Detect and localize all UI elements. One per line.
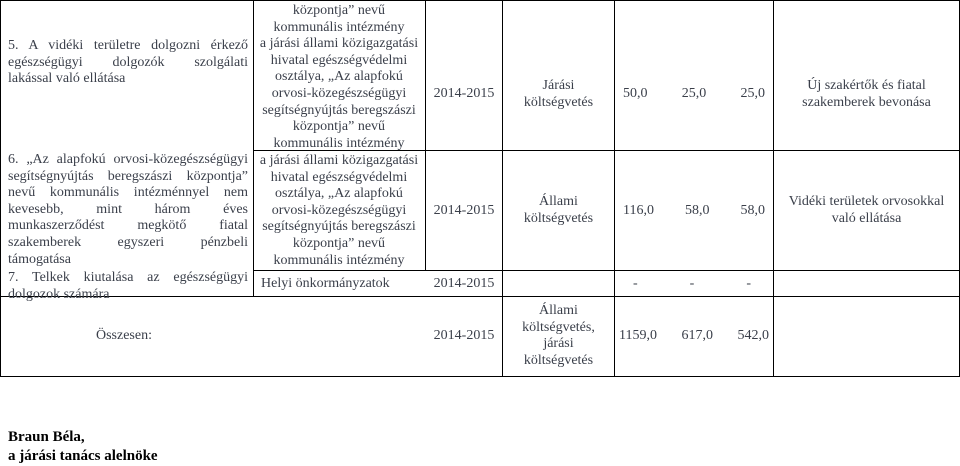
result-row6: Vidéki területek orvosokkal való ellátása [788, 194, 945, 226]
result-row5: Új szakértők és fiatal szakemberek bevonása [802, 78, 931, 110]
amount-total: 116,0 [623, 203, 654, 218]
amount-part2: 542,0 [737, 328, 769, 343]
amount-part2: 25,0 [740, 86, 765, 101]
table-line-col2 [425, 0, 426, 270]
signature-title: a járási tanács alelnöke [8, 448, 158, 464]
responsible-row7: Helyi önkormányzatok [261, 276, 390, 291]
source-row5: Járási költségvetés [523, 78, 594, 110]
amount-total: 50,0 [623, 86, 648, 101]
table-line-col1 [253, 0, 254, 296]
table-line-col4 [614, 0, 615, 376]
measure-7-text: 7. Telkek kiutalása az egészségügyi dolgozok számára [8, 270, 248, 302]
amount-part2: - [746, 276, 751, 291]
table-line-col5 [773, 0, 774, 376]
amount-part1: 617,0 [681, 328, 713, 343]
amounts-row6 [623, 203, 765, 219]
period-row6: 2014-2015 [433, 203, 495, 218]
amount-total: - [633, 276, 638, 291]
amount-part1: 58,0 [684, 203, 710, 218]
period-row7: 2014-2015 [433, 276, 495, 291]
amount-part1: 25,0 [681, 86, 707, 101]
table-line-row7-top [253, 270, 960, 271]
total-label: Összesen: [96, 328, 152, 343]
measure-6-text: 6. „Az alapfokú orvosi-közegészségügyi segítségnyújtás beregszászi központja” nevű kommunális intézménnyel nem kevesebb, mint három éves munkaszerződést megkötő fiatal szakemberek egyszeri pénzbeli támogatása [8, 152, 248, 267]
source-row6: Állami költségvetés [523, 194, 594, 226]
signature-name: Braun Béla, [8, 429, 85, 445]
responsible-row5: központja” nevű kommunális intézmény a járási állami közigazgatási hivatal egészségvédelmi osztálya, „Az alapfokú orvosi-közegészségügyi segítségnyújtás beregszászi központja” nevű kommunális intézmény [259, 3, 419, 151]
signature-block [8, 428, 158, 466]
table-line-top [0, 0, 960, 1]
amount-part1: - [689, 276, 695, 291]
total-amounts [619, 328, 769, 344]
amounts-row5 [623, 86, 765, 102]
amount-total: 1159,0 [619, 328, 657, 343]
table-line-bottom [0, 376, 960, 377]
amount-part2: 58,0 [740, 203, 765, 218]
measure-5-text: 5. A vidéki területre dolgozni érkező egészségügyi dolgozók szolgálati lakással való ellátása [8, 38, 248, 87]
total-source: Állami költségvetés, járási költségvetés [522, 303, 595, 368]
responsible-row6: a járási állami közigazgatási hivatal egészségvédelmi osztálya, „Az alapfokú orvosi-közegészségügyi segítségnyújtás beregszászi központja” nevű kommunális intézmény [259, 153, 419, 268]
total-period: 2014-2015 [433, 328, 495, 343]
amounts-row7 [633, 276, 751, 292]
period-row5: 2014-2015 [433, 86, 495, 101]
table-line-left [0, 0, 1, 376]
